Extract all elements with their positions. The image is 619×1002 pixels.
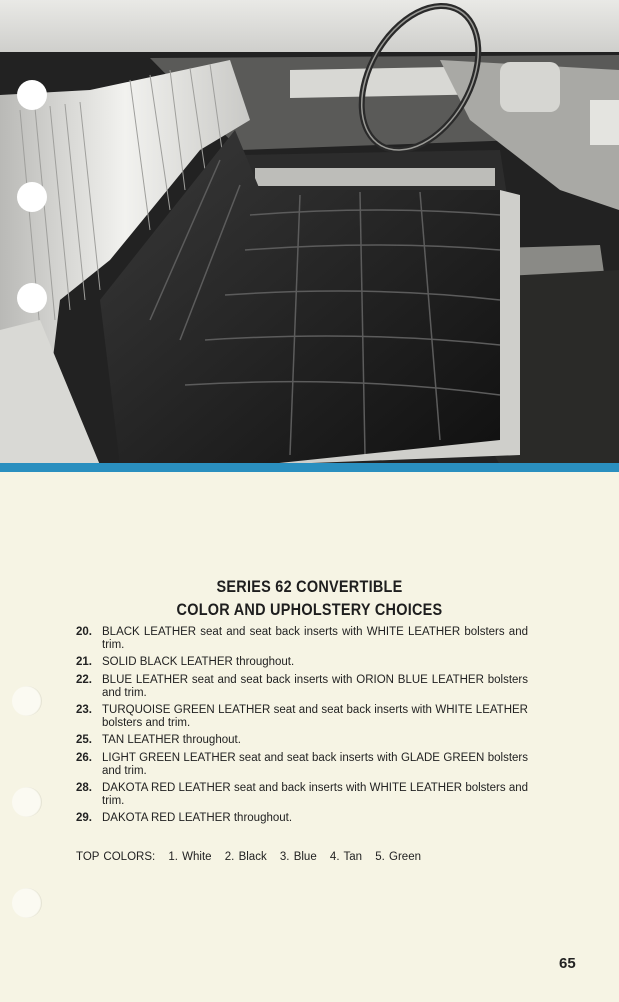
binder-hole-middle: [17, 182, 47, 212]
item-number: 23.: [76, 704, 92, 717]
binder-hole-ghost-2: [12, 787, 42, 817]
binder-hole-lower: [17, 283, 47, 313]
binder-hole-top: [17, 80, 47, 110]
list-item: [76, 674, 528, 700]
top-color-option: 4. Tan: [329, 851, 363, 863]
binder-hole-ghost-1: [12, 686, 42, 716]
car-interior-photo: [0, 0, 619, 465]
item-description: BLUE LEATHER seat and seat back inserts with ORION BLUE LEATHER bolsters and trim.: [102, 673, 528, 699]
item-number: 25.: [76, 734, 92, 747]
item-description: TAN LEATHER throughout.: [102, 734, 241, 747]
top-color-option: 3. Blue: [279, 851, 317, 863]
list-item: [76, 704, 528, 730]
top-colors-label: TOP COLORS:: [76, 851, 156, 863]
item-number: 28.: [76, 782, 92, 795]
item-description: TURQUOISE GREEN LEATHER seat and seat back inserts with WHITE LEATHER bolsters and trim.: [102, 704, 528, 730]
item-description: LIGHT GREEN LEATHER seat and seat back inserts with GLADE GREEN bolsters and trim.: [102, 751, 528, 777]
item-number: 22.: [76, 673, 92, 686]
list-item: [76, 752, 528, 778]
top-color-option: 5. Green: [375, 851, 421, 863]
item-description: DAKOTA RED LEATHER throughout.: [102, 812, 293, 825]
list-item: [76, 812, 528, 825]
list-item: [76, 734, 528, 747]
accent-rule: [0, 463, 619, 472]
item-number: 20.: [76, 626, 92, 638]
top-colors-line: [76, 851, 430, 863]
binder-hole-ghost-3: [12, 888, 42, 918]
item-number: 29.: [76, 812, 92, 825]
car-interior-illustration: [0, 0, 619, 465]
top-color-option: 2. Black: [224, 851, 267, 863]
item-number: 26.: [76, 751, 92, 764]
page-title-series: SERIES 62 CONVERTIBLE: [216, 577, 403, 596]
item-description: BLACK LEATHER seat and seat back inserts with WHITE LEATHER bolsters and trim.: [102, 626, 528, 652]
list-item: [76, 626, 528, 652]
list-item: [76, 782, 528, 808]
page-title-upholstery: COLOR AND UPHOLSTERY CHOICES: [176, 600, 443, 619]
top-color-option: 1. White: [168, 851, 212, 863]
item-description: DAKOTA RED LEATHER seat and back inserts with WHITE LEATHER bolsters and trim.: [102, 782, 528, 808]
page-number: 65: [559, 955, 576, 972]
item-number: 21.: [76, 656, 92, 669]
upholstery-choice-list: [76, 626, 528, 830]
list-item: [76, 656, 528, 669]
item-description: SOLID BLACK LEATHER throughout.: [102, 656, 295, 669]
